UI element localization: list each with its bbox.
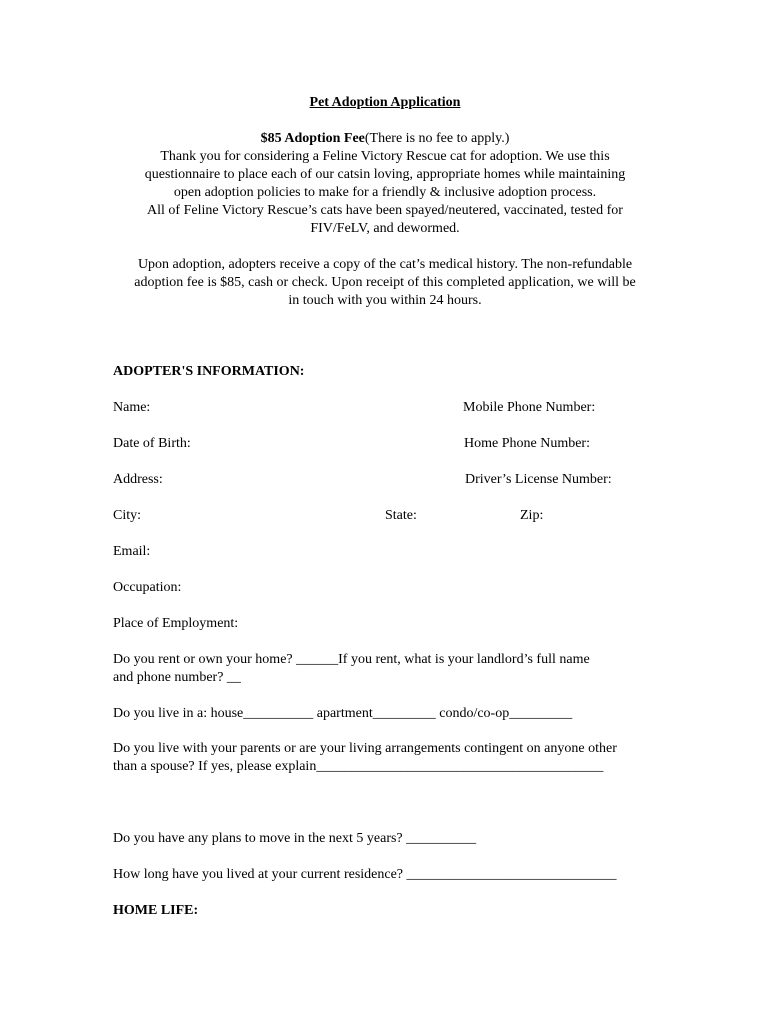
living-arrangement-question (113, 740, 673, 776)
home-phone-label: Home Phone Number: (464, 436, 590, 451)
mobile-phone-label: Mobile Phone Number: (463, 400, 596, 415)
question-line: and phone number? __ (113, 670, 241, 685)
fee-line (100, 130, 670, 148)
intro-paragraph (100, 130, 670, 238)
intro-line: open adoption policies to make for a friendly & inclusive adoption process. (173, 185, 597, 200)
rent-own-question (113, 651, 673, 687)
address-label: Address: (113, 472, 163, 487)
intro-line: FIV/FeLV, and dewormed. (310, 221, 460, 236)
state-label: State: (385, 508, 417, 523)
question-line: Do you live with your parents or are your living arrangements contingent on anyone other (113, 741, 617, 756)
question-line: than a spouse? If yes, please explain_________________________________________ (113, 759, 604, 774)
intro-line: Thank you for considering a Feline Victory Rescue cat for adoption. We use this (160, 149, 610, 164)
home-life-heading: HOME LIFE: (113, 903, 199, 918)
city-label: City: (113, 508, 142, 523)
fee-note: (There is no fee to apply.) (364, 131, 510, 146)
name-label: Name: (113, 400, 151, 415)
occupation-label: Occupation: (113, 580, 182, 595)
residence-type-question: Do you live in a: house__________ apartment_________ condo/co-op_________ (113, 706, 573, 721)
page-title: Pet Adoption Application (309, 95, 461, 110)
residence-duration-question: How long have you lived at your current residence? ______________________________ (113, 867, 617, 882)
adopter-info-heading: ADOPTER'S INFORMATION: (113, 364, 305, 379)
terms-line: adoption fee is $85, cash or check. Upon receipt of this completed application, we will be (134, 275, 636, 290)
intro-line: All of Feline Victory Rescue’s cats have been spayed/neutered, vaccinated, tested for (147, 203, 623, 218)
terms-line: in touch with you within 24 hours. (288, 293, 482, 308)
question-line: Do you rent or own your home? ______If you rent, what is your landlord’s full name (113, 652, 590, 667)
terms-line: Upon adoption, adopters receive a copy of the cat’s medical history. The non-refundable (137, 257, 633, 272)
adoption-terms-paragraph (100, 256, 670, 310)
move-plans-question: Do you have any plans to move in the next 5 years? __________ (113, 831, 477, 846)
zip-label: Zip: (520, 508, 544, 523)
intro-line: questionnaire to place each of our catsin loving, appropriate homes while maintaining (144, 167, 626, 182)
email-label: Email: (113, 544, 151, 559)
dob-label: Date of Birth: (113, 436, 191, 451)
fee-bold: $85 Adoption Fee (260, 131, 365, 146)
drivers-license-label: Driver’s License Number: (465, 472, 612, 487)
employment-label: Place of Employment: (113, 616, 239, 631)
